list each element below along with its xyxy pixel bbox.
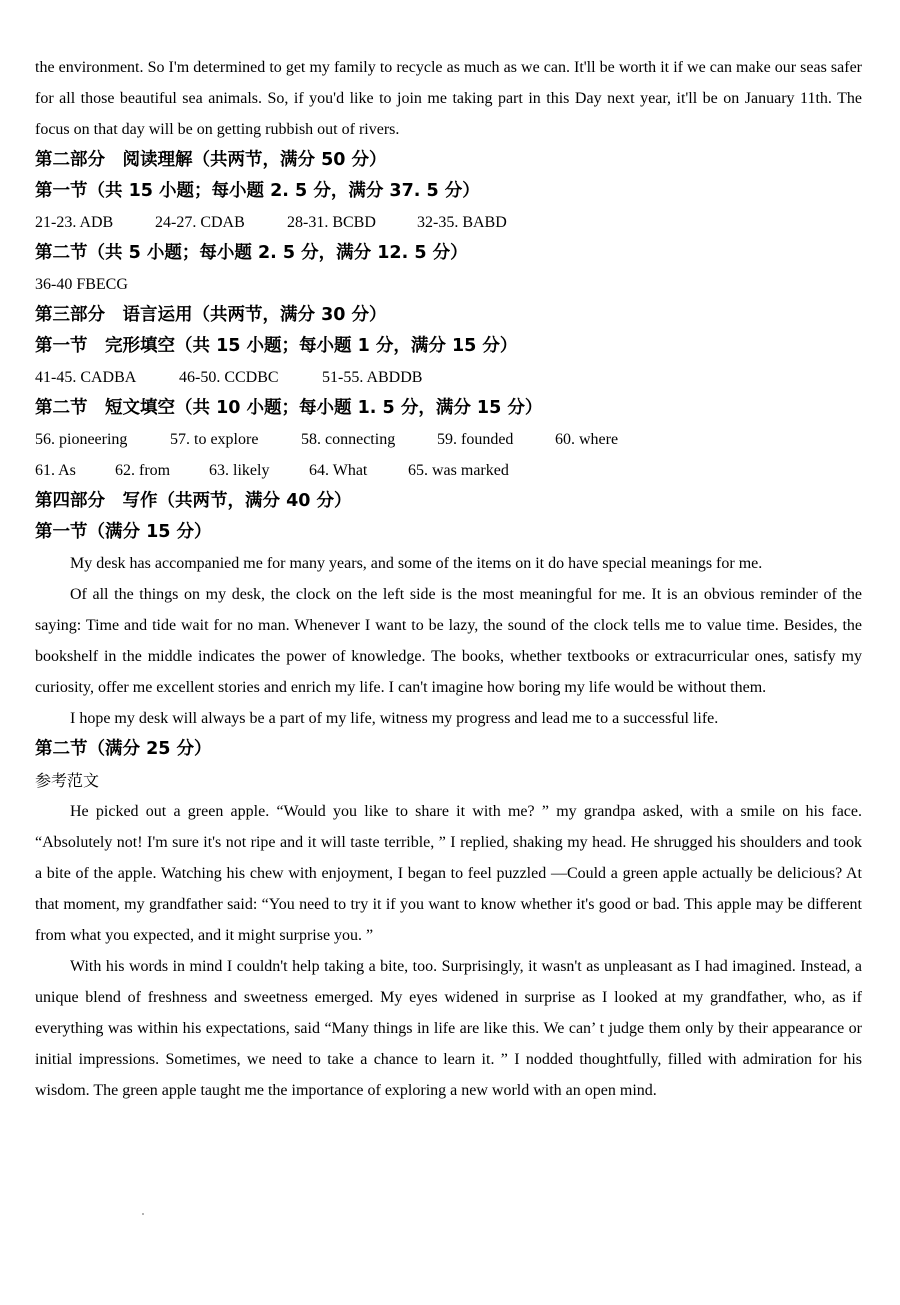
answer-item: 51-55. ABDDB: [322, 369, 423, 386]
part2-section1-heading: 第一节（共 15 小题；每小题 2. 5 分，满分 37. 5 分）: [35, 181, 480, 201]
answer-item: 24-27. CDAB: [155, 214, 245, 231]
answer-item: 60. where: [555, 431, 619, 448]
answer-item: 62. from: [115, 462, 171, 479]
answer-item: 64. What: [309, 462, 368, 479]
answer-item: 59. founded: [437, 431, 514, 448]
answer-item: 58. connecting: [301, 431, 396, 448]
answer-item: 28-31. BCBD: [287, 214, 376, 231]
part2-heading: 第二部分 阅读理解（共两节，满分 50 分）: [35, 150, 387, 170]
answer-item: 21-23. ADB: [35, 214, 114, 231]
part2-section2-answers: [35, 269, 862, 300]
essay1-paragraph: My desk has accompanied me for many years, and some of the items on it do have special meanings for me.: [70, 555, 763, 572]
scan-speck: [142, 1213, 144, 1215]
intro-paragraph: the environment. So I'm determined to get my family to recycle as much as we can. It'll be worth it if we can make our seas safer for all those beautiful sea animals. So, if you'd like to join me taking part in this Day next year, it'll be on January 11th. The focus on that day will be on getting rubbish out of rivers.: [35, 59, 862, 138]
essay2-paragraph: With his words in mind I couldn't help taking a bite, too. Surprisingly, it wasn't as unpleasant as I had imagined. Instead, a unique blend of freshness and sweetness emerged. My eyes widened in surprise as I looked at my grandfather, who, as if everything was within his expectations, said “Many things in life are like this. We can’ t judge them only by their appearance or initial impressions. Sometimes, we need to take a chance to learn it. ” I nodded thoughtfully, filled with admiration for his wisdom. The green apple taught me the importance of exploring a new world with an open mind.: [35, 958, 862, 1099]
part3-section1-answers: [35, 362, 862, 393]
answer-item: 46-50. CCDBC: [179, 369, 279, 386]
sample-essay-label: 参考范文: [35, 771, 100, 790]
part4-section2-heading: 第二节（满分 25 分）: [35, 739, 212, 759]
part3-section2-heading: 第二节 短文填空（共 10 小题；每小题 1. 5 分，满分 15 分）: [35, 398, 543, 418]
answer-item: 32-35. BABD: [417, 214, 507, 231]
part2-section2-heading: 第二节（共 5 小题；每小题 2. 5 分，满分 12. 5 分）: [35, 243, 468, 263]
essay1-paragraph: Of all the things on my desk, the clock on the left side is the most meaningful for me. It is an obvious reminder of the saying: Time and tide wait for no man. Whenever I want to be lazy, the sound of the clock tells me to value time. Besides, the bookshelf in the middle indicates the power of knowledge. The books, whether textbooks or extracurricular ones, satisfy my curiosity, offer me excellent stories and enrich my life. I can't imagine how boring my life would be without them.: [35, 586, 862, 696]
part2-section1-answers: [35, 207, 862, 238]
answer-item: 61. As: [35, 462, 76, 479]
part4-heading: 第四部分 写作（共两节，满分 40 分）: [35, 491, 352, 511]
part4-section1-heading: 第一节（满分 15 分）: [35, 522, 212, 542]
answer-item: 57. to explore: [170, 431, 259, 448]
part3-section2-answers-row1: [35, 424, 862, 455]
answer-item: 41-45. CADBA: [35, 369, 137, 386]
part3-section2-answers-row2: [35, 455, 862, 486]
answer-item: 36-40 FBECG: [35, 276, 128, 293]
answer-item: 65. was marked: [408, 462, 509, 479]
essay2-paragraph: He picked out a green apple. “Would you like to share it with me? ” my grandpa asked, with a smile on his face. “Absolutely not! I'm sure it's not ripe and it will taste terrible, ” I replied, shaking my head. He shrugged his shoulders and took a bite of the apple. Watching his chew with enjoyment, I began to feel puzzled —Could a green apple actually be delicious? At that moment, my grandfather said: “You need to try it if you want to know whether it's good or bad. This apple may be different from what you expected, and it might surprise you. ”: [35, 803, 862, 944]
answer-item: 63. likely: [209, 462, 270, 479]
part3-section1-heading: 第一节 完形填空（共 15 小题；每小题 1 分，满分 15 分）: [35, 336, 518, 356]
part3-heading: 第三部分 语言运用（共两节，满分 30 分）: [35, 305, 387, 325]
essay1-paragraph: I hope my desk will always be a part of my life, witness my progress and lead me to a successful life.: [70, 710, 719, 727]
answer-item: 56. pioneering: [35, 431, 128, 448]
